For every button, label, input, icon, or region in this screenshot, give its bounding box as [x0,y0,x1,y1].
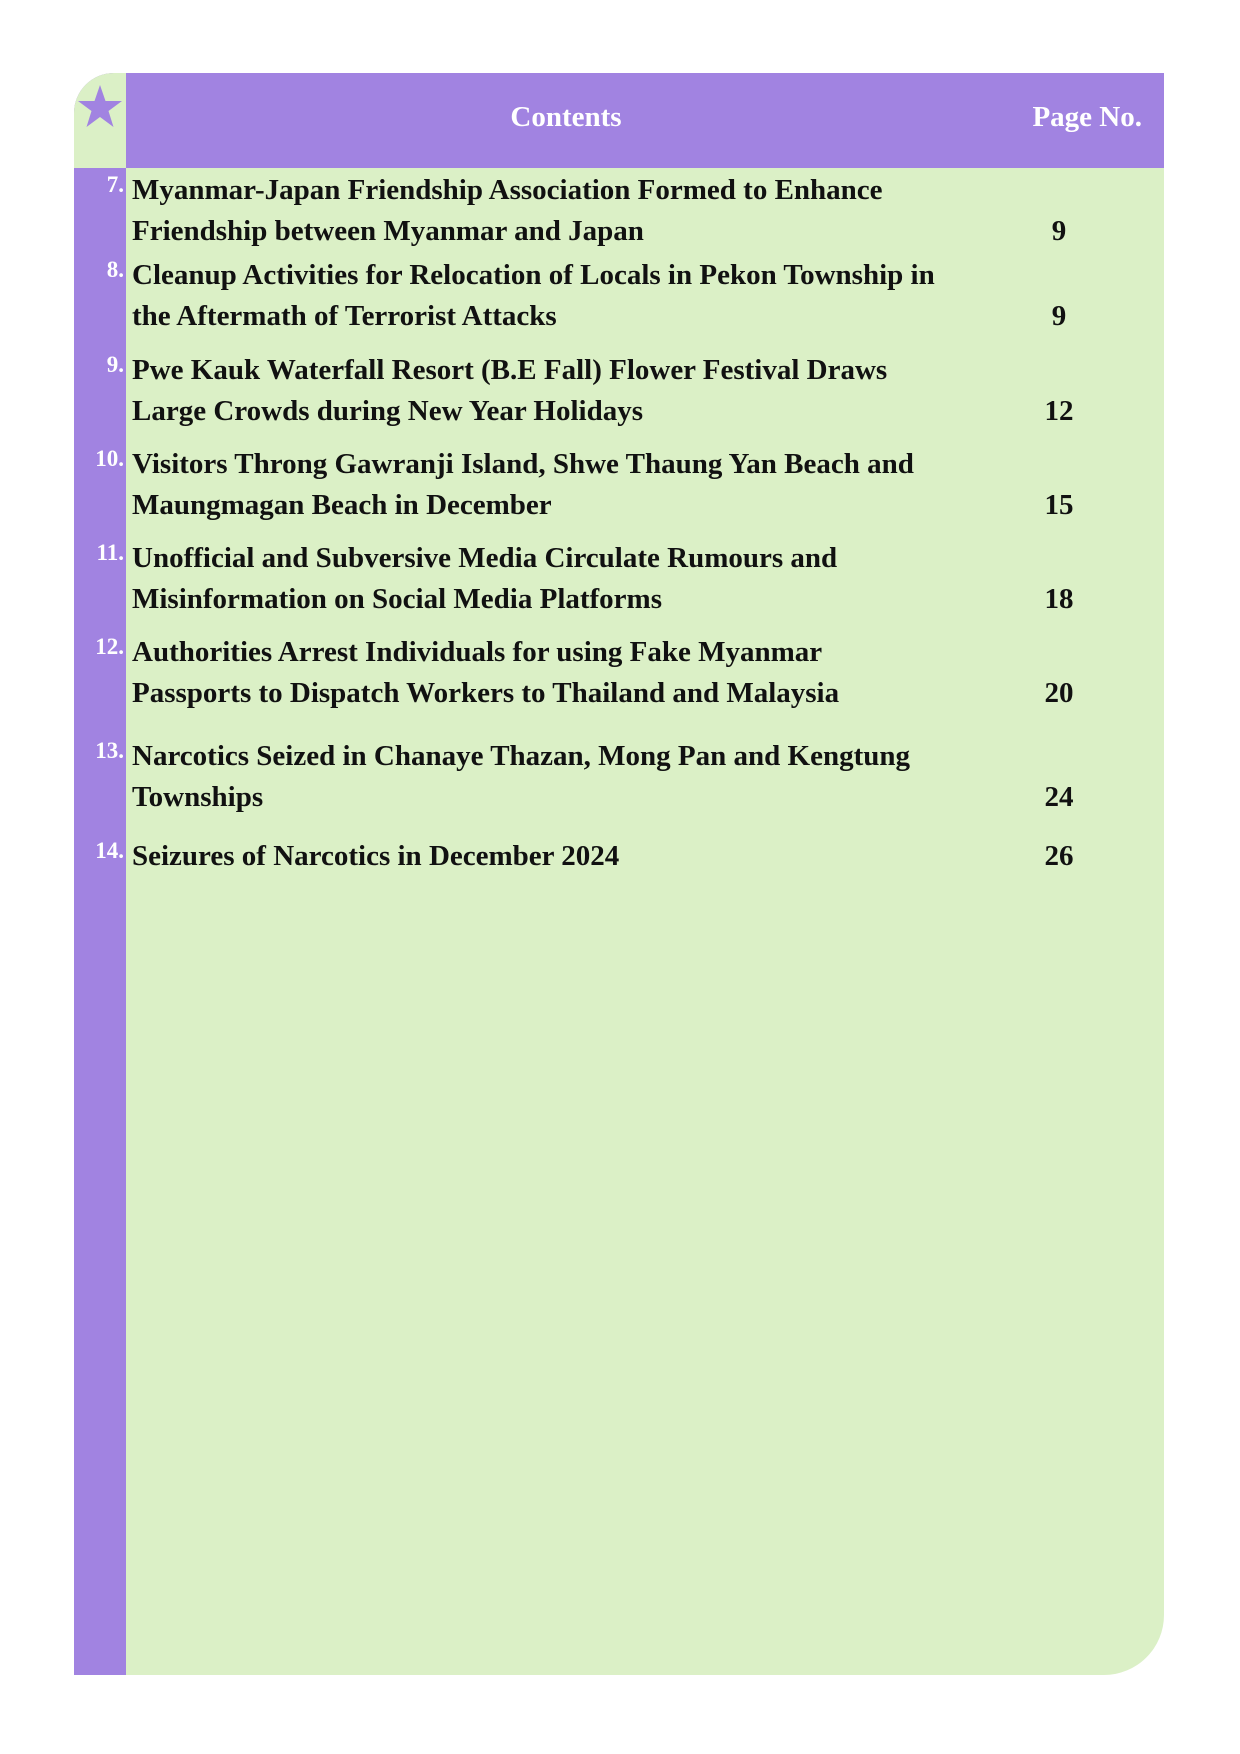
number-sidebar [74,73,126,1675]
entry-title-line: Myanmar-Japan Friendship Association Formed to Enhance [132,174,883,206]
entry-title-line: Cleanup Activities for Relocation of Locals in Pekon Township in [132,259,935,291]
entry-page-number: 9 [1051,300,1067,332]
entry-title-line: Large Crowds during New Year Holidays [132,395,644,427]
entry-title-line: Seizures of Narcotics in December 2024 [132,840,620,872]
entry-number: 12. [95,634,124,659]
entry-title[interactable] [132,736,952,818]
entry-page-number: 18 [1044,583,1074,615]
entry-title-line: Visitors Throng Gawranji Island, Shwe Thaung Yan Beach and [132,448,914,480]
entry-number: 8. [106,257,124,282]
entry-page-number: 15 [1044,489,1074,521]
entry-number: 10. [95,446,124,471]
entry-title[interactable] [132,170,952,252]
entry-page-number: 9 [1051,215,1067,247]
entry-title[interactable] [132,350,952,432]
entry-number: 14. [95,838,124,863]
star-corner [74,73,126,168]
entry-title-line: Maungmagan Beach in December [132,489,552,521]
contents-header [126,73,1164,168]
entry-title[interactable] [132,538,952,620]
star-icon [78,81,122,137]
entry-title[interactable] [132,836,952,877]
entry-title-line: Friendship between Myanmar and Japan [132,215,644,247]
entry-page-number: 26 [1044,840,1074,872]
entry-title-line: Narcotics Seized in Chanaye Thazan, Mong Pan and Kengtung [132,740,910,772]
entry-page-number: 24 [1044,781,1074,813]
contents-heading: Contents [510,101,622,133]
entry-title[interactable] [132,444,952,526]
page-number-heading: Page No. [1032,101,1142,133]
entry-number: 11. [96,540,124,565]
entry-title[interactable] [132,632,952,714]
entry-title-line: Passports to Dispatch Workers to Thailand and Malaysia [132,677,840,709]
contents-panel [74,73,1164,1675]
entry-number: 13. [95,738,124,763]
entry-title-line: Misinformation on Social Media Platforms [132,583,663,615]
entry-page-number: 12 [1044,395,1074,427]
entry-number: 9. [106,352,124,377]
entry-title-line: Pwe Kauk Waterfall Resort (B.E Fall) Flower Festival Draws [132,354,888,386]
entry-page-number: 20 [1044,677,1074,709]
entry-title-line: Authorities Arrest Individuals for using Fake Myanmar [132,636,823,668]
entry-title-line: Unofficial and Subversive Media Circulate Rumours and [132,542,838,574]
entry-number: 7. [106,172,124,197]
entry-title[interactable] [132,255,952,337]
entry-title-line: Townships [132,781,264,813]
entry-title-line: the Aftermath of Terrorist Attacks [132,300,557,332]
